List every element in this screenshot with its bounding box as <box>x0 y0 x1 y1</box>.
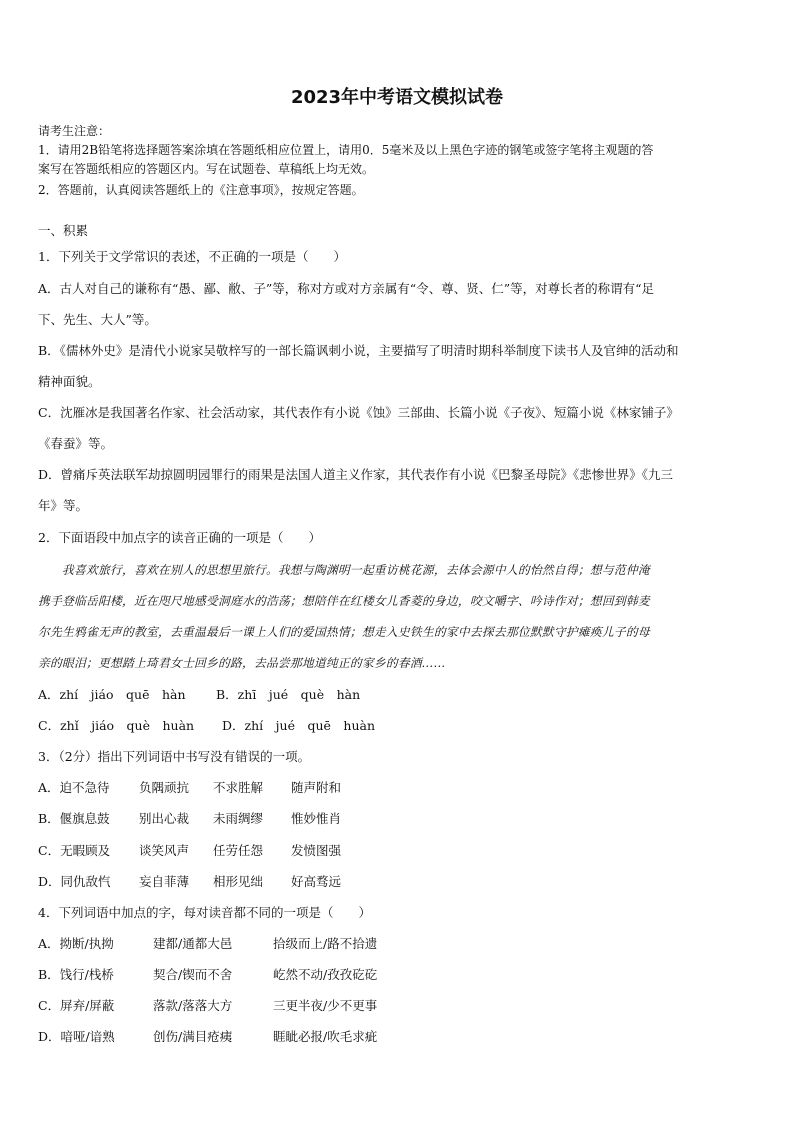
question-2-option-d: D．zhí jué quē huàn <box>222 718 376 733</box>
question-4-option-c-pair-1: C．屏弃/屏蔽 <box>38 998 115 1013</box>
notice-item-2: 2．答题前，认真阅读答题纸上的《注意事项》，按规定答题。 <box>38 183 364 197</box>
question-3-option-b-word-4: 惟妙惟肖 <box>291 811 342 826</box>
question-4-option-a-pair-2: 建都/通都大邑 <box>153 936 233 951</box>
question-1-option-d-line-2: 年》等。 <box>38 498 89 513</box>
question-3-option-a-word-3: 不求胜解 <box>213 780 264 795</box>
question-2-option-c: C．zhǐ jiáo què huàn <box>38 718 195 733</box>
question-4-option-c-pair-2: 落款/落落大方 <box>153 998 233 1013</box>
passage-line-2: 携手登临岳阳楼，近在咫尺地感受洞庭水的浩荡；想陪伴在红楼女儿香菱的身边，咬文嚼字、吟诗作对；想回到韩麦 <box>38 594 650 608</box>
question-1-option-a-line-2: 下、先生、大人”等。 <box>38 312 157 327</box>
question-1-option-b-line-2: 精神面貌。 <box>38 374 101 389</box>
question-4-option-b-pair-3: 屹然不动/孜孜矻矻 <box>273 967 378 982</box>
question-3-option-d-word-1: D．同仇敌忾 <box>38 874 111 889</box>
question-3-option-b-word-1: B．偃旗息鼓 <box>38 811 110 826</box>
question-3-option-c-word-4: 发愤图强 <box>291 843 342 858</box>
question-4-option-a-pair-3: 拾级而上/路不拾遗 <box>273 936 378 951</box>
question-3-option-a-word-2: 负隅顽抗 <box>139 780 190 795</box>
question-3-option-b-word-2: 别出心裁 <box>139 811 190 826</box>
question-3-option-c-word-2: 谈笑风声 <box>139 843 190 858</box>
question-3-option-c-word-3: 任劳任怨 <box>213 843 264 858</box>
question-3-option-b-word-3: 未雨绸缪 <box>213 811 264 826</box>
question-3-option-d-word-3: 相形见绌 <box>213 874 264 889</box>
question-3-option-d-word-4: 好高骛远 <box>291 874 342 889</box>
question-4-option-b-pair-1: B．饯行/栈桥 <box>38 967 114 982</box>
question-3-option-d-word-2: 妄自菲薄 <box>139 874 190 889</box>
question-2-stem: 2．下面语段中加点字的读音正确的一项是（ ） <box>38 530 321 545</box>
page-title: 2023年中考语文模拟试卷 <box>290 87 504 108</box>
question-1-option-c-line-2: 《春蚕》等。 <box>38 436 114 451</box>
question-3-option-a-word-4: 随声附和 <box>291 780 342 795</box>
question-3-option-c-word-1: C．无暇顾及 <box>38 843 111 858</box>
question-4-option-d-pair-2: 创伤/满目疮痍 <box>153 1029 233 1044</box>
question-1-option-d-line-1: D．曾痛斥英法联军劫掠圆明园罪行的雨果是法国人道主义作家，其代表作有小说《巴黎圣母院》《悲惨世界》《九三 <box>38 467 674 482</box>
question-1-option-a-line-1: A．古人对自己的谦称有“愚、鄙、敝、子”等，称对方或对方亲属有“令、尊、贤、仁”等，对尊长者的称谓有“足 <box>38 281 654 296</box>
question-2-option-b: B．zhī jué què hàn <box>216 687 361 702</box>
question-3-option-a-word-1: A．迫不急待 <box>38 780 110 795</box>
passage-line-3: 尔先生鸦雀无声的教室，去重温最后一课上人们的爱国热情；想走入史铁生的家中去探去那位默默守护瘫痪儿子的母 <box>38 625 650 639</box>
notice-item-1-line-2: 案写在答题纸相应的答题区内。写在试题卷、草稿纸上均无效。 <box>38 162 375 176</box>
question-2-option-a: A．zhí jiáo quē hàn <box>38 687 186 702</box>
notice-item-1-line-1: 1．请用2B铅笔将选择题答案涂填在答题纸相应位置上，请用0．5毫米及以上黑色字迹的钢笔或签字笔将主观题的答 <box>38 143 654 157</box>
question-1-option-c-line-1: C．沈雁冰是我国著名作家、社会活动家，其代表作有小说《蚀》三部曲、长篇小说《子夜》、短篇小说《林家铺子》 <box>38 405 679 420</box>
question-1-stem: 1．下列关于文学常识的表述，不正确的一项是（ ） <box>38 249 346 264</box>
passage-line-1: 我喜欢旅行，喜欢在别人的思想里旅行。我想与陶渊明一起重访桃花源，去体会源中人的怡然自得；想与范仲淹 <box>38 563 650 577</box>
question-4-option-b-pair-2: 契合/锲而不舍 <box>153 967 233 982</box>
section-heading: 一、积累 <box>38 223 89 238</box>
notice-heading: 请考生注意： <box>38 124 111 138</box>
question-4-option-d-pair-1: D．喑哑/谙熟 <box>38 1029 115 1044</box>
question-4-option-c-pair-3: 三更半夜/少不更事 <box>273 998 378 1013</box>
passage-line-4: 亲的眼泪；更想踏上琦君女士回乡的路，去品尝那地道纯正的家乡的春酒…… <box>38 656 446 670</box>
question-4-option-a-pair-1: A．拗断/执拗 <box>38 936 114 951</box>
question-1-option-b-line-1: B．《儒林外史》是清代小说家吴敬梓写的一部长篇讽刺小说，主要描写了明清时期科举制度下读书人及官绅的活动和 <box>38 343 679 358</box>
question-4-option-d-pair-3: 睚眦必报/吹毛求疵 <box>273 1029 378 1044</box>
question-3-stem: 3．（2分）指出下列词语中书写没有错误的一项。 <box>38 749 311 764</box>
question-4-stem: 4．下列词语中加点的字，每对读音都不同的一项是（ ） <box>38 905 371 920</box>
